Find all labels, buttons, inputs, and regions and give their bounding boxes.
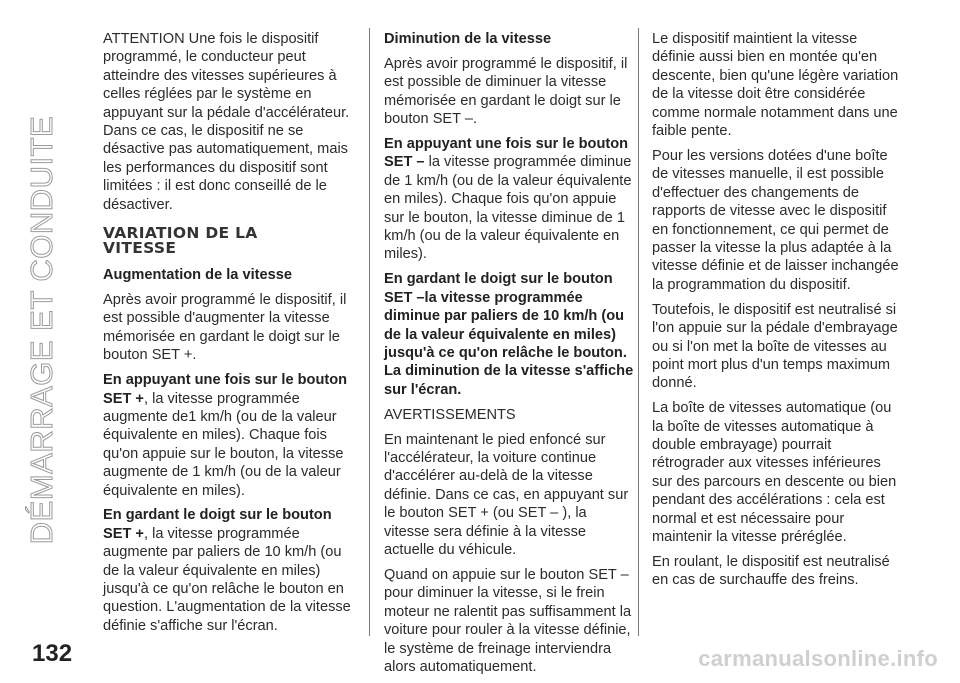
paragraph: Après avoir programmé le dispositif, il est possible de diminuer la vitesse mémorisée en gardant le doigt sur le bouton SET –.	[384, 55, 628, 128]
paragraph-text: , la vitesse programmée augmente par paliers de 10 km/h (ou de la valeur équivalente en miles) jusqu'à ce qu'on relâche le bouton en question. L'augmentation de la vitesse définie s'affiche sur l'écran.	[103, 525, 351, 634]
chapter-side-title: DÉMARRAGE ET CONDUITE	[24, 115, 59, 545]
attention-paragraph: ATTENTION Une fois le dispositif programmé, le conducteur peut atteindre des vitesses supérieures à celles réglées par le système en appuyant sur la pédale d'accélérateur. Dans ce cas, le dispositif ne se désactive pas automatiquement, mais les performances du dispositif sont limitées : il est donc conseillé de le désactiver.	[103, 31, 350, 213]
paragraph: La boîte de vitesses automatique (ou la boîte de vitesses automatique à double embrayage) pourrait rétrograder aux vitesses inférieures sur des parcours en descente ou bien pendant des accélérations : cela est normal et est nécessaire pour maintenir la vitesse préréglée.	[652, 400, 897, 546]
paragraph: Pour les versions dotées d'une boîte de vitesses manuelle, il est possible d'effectuer des changements de rapports de vitesse avec le dispositif en fonctionnement, ce qui permet de passer la vitesse la plus adaptée à la vitesse définie et de laisser inchangée la programmation du dispositif.	[652, 147, 899, 293]
bold-lead: En gardant le doigt sur le bouton SET +	[103, 507, 332, 542]
sub-heading-decrease: Diminution de la vitesse	[384, 31, 552, 47]
warnings-label: AVERTISSEMENTS	[384, 406, 516, 423]
text-column-2	[384, 30, 634, 683]
bold-paragraph: En gardant le doigt sur le bouton SET –la vitesse programmée diminue par paliers de 10 km/h (ou de la valeur équivalente en miles) jusqu'à ce qu'on relâche le bouton. La diminution de la vitesse s'affiche sur l'écran.	[384, 271, 634, 398]
column-divider	[369, 28, 370, 636]
paragraph	[103, 371, 353, 500]
paragraph	[103, 506, 353, 635]
section-heading: VARIATION DE LA VITESSE	[103, 224, 258, 258]
paragraph-text: la vitesse programmée diminue de 1 km/h (ou de la valeur équivalente en miles). Chaque fois qu'on appuie sur le bouton, la vitesse diminue de 1 km/h (ou de la valeur équivalente en miles).	[384, 154, 632, 263]
paragraph: Après avoir programmé le dispositif, il est possible d'augmenter la vitesse mémorisée en gardant le doigt sur le bouton SET +.	[103, 291, 347, 364]
paragraph: Quand on appuie sur le bouton SET – pour diminuer la vitesse, si le frein moteur ne ralentit pas suffisamment la voiture pour rouler à la vitesse définie, le système de freinage interviendra alors automatiquement.	[384, 566, 632, 675]
sub-heading-increase: Augmentation de la vitesse	[103, 267, 292, 284]
text-column-1	[103, 30, 353, 642]
text-column-3	[652, 30, 902, 596]
bold-lead: En appuyant une fois sur le bouton SET +	[103, 372, 348, 407]
watermark: carmanualsonline.info	[698, 646, 938, 671]
paragraph: Toutefois, le dispositif est neutralisé si l'on appuie sur la pédale d'embrayage ou si l'on met la boîte de vitesses au point mort plus d'un temps maximum donné.	[652, 301, 898, 392]
paragraph: Le dispositif maintient la vitesse définie aussi bien en montée qu'en descente, bien qu'une légère variation de la vitesse doit être considérée comme normale notamment dans une faible pente.	[652, 31, 899, 140]
paragraph	[384, 135, 634, 264]
bold-lead: En appuyant une fois sur le bouton SET –	[384, 136, 629, 171]
page-number: 132	[32, 640, 73, 667]
paragraph: En maintenant le pied enfoncé sur l'accélérateur, la voiture continue d'accélérer au-delà de la vitesse définie. Dans ce cas, en appuyant sur le bouton SET + (ou SET – ), la vitesse sera définie à la vitesse actuelle du véhicule.	[384, 431, 629, 559]
paragraph: En roulant, le dispositif est neutralisé en cas de surchauffe des freins.	[652, 553, 890, 589]
paragraph-text: , la vitesse programmée augmente de1 km/h (ou de la valeur équivalente en miles). Chaque fois qu'on appuie sur le bouton, la vitesse augmente de 1 km/h (ou de la valeur équivalente en miles).	[103, 390, 344, 499]
column-divider	[638, 28, 639, 636]
paragraph	[384, 270, 634, 399]
